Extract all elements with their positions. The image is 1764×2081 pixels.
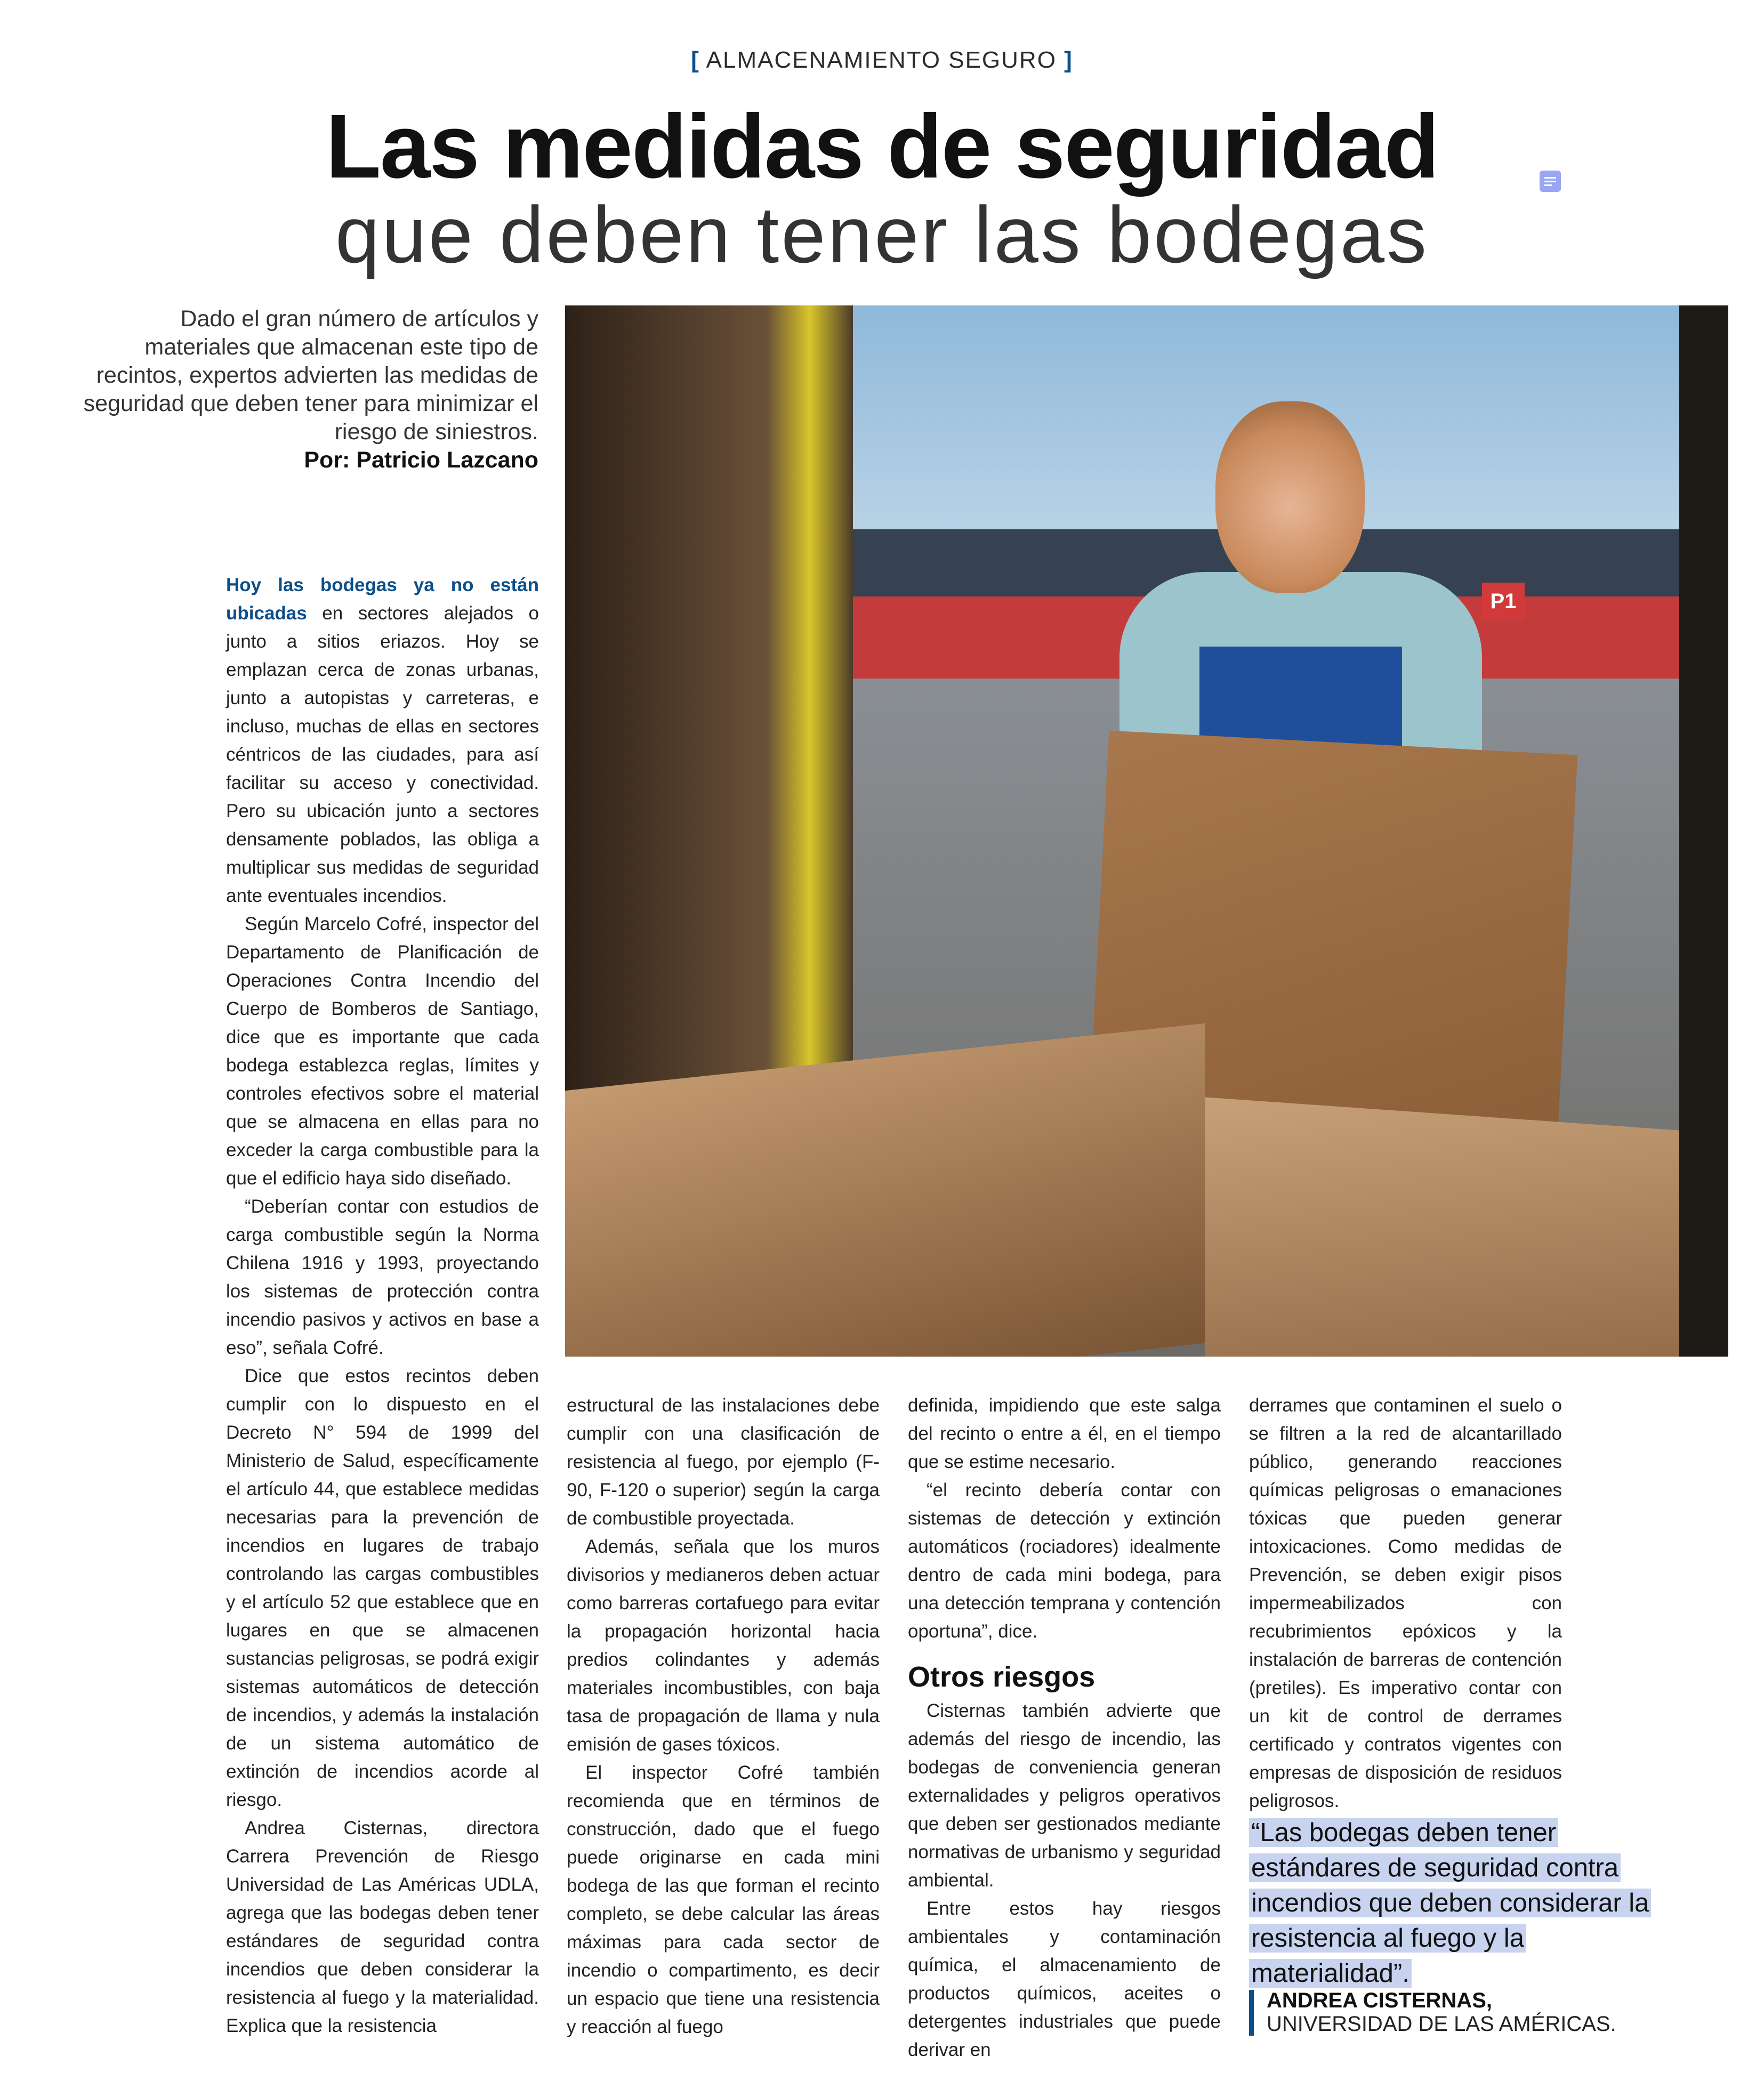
quote-attribution (1267, 1989, 1616, 2036)
lead-text: Dado el gran número de artículos y materiales que almacenan este tipo de recintos, expertos advierten las medidas de seguridad que deben tener para minimizar el riesgo de siniestros. (83, 306, 538, 445)
lead-in-rest: en sectores alejados o junto a sitios eriazos. Hoy se emplazan cerca de zonas urbanas, junto a autopistas y carreteras, e incluso, muchas de ellas en sectores céntricos de las ciudades, para así facilitar su acceso y conectividad. Pero su ubicación junto a sectores densamente poblados, las obliga a multiplicar sus medidas de seguridad ante eventuales incendios. (226, 603, 539, 906)
pull-quote-text: “Las bodegas deben tener estándares de seguridad contra incendios que deben considerar la resistencia al fuego y la materialidad”. (1249, 1818, 1651, 1988)
paragraph: El inspector Cofré también recomienda que en términos de construcción, dado que el fuego puede originarse en cada mini bodega de las que forman el recinto completo, se debe calcular las áreas máximas para cada sector de incendio o compartimento, es decir un espacio que tiene una resistencia y reacción al fuego (567, 1762, 880, 2037)
section-bracket-open: [ (691, 47, 700, 73)
byline: Por: Patricio Lazcano (304, 447, 538, 473)
body-column-1 (226, 571, 539, 2040)
paragraph: “el recinto debería contar con sistemas de detección y extinción automáticos (rociadores) idealmente dentro de cada mini bodega, para una detección temprana y contención oportuna”, dice. (908, 1480, 1221, 1642)
section-bracket-close: ] (1064, 47, 1073, 73)
paragraph (226, 571, 539, 910)
paragraph: Andrea Cisternas, directora Carrera Prevención de Riesgo Universidad de Las Américas UDLA, agrega que las bodegas deben tener estándares de seguridad contra incendios que deben considerar la resistencia al fuego y la materialidad. Explica que la resistencia (226, 1818, 539, 2036)
lead-in-bold: Hoy las bodegas ya no están ubicadas (226, 575, 539, 624)
body-column-4 (1249, 1391, 1562, 1815)
paragraph: derrames que contaminen el suelo o se filtren a la red de alcantarillado público, generando reacciones químicas peligrosas o emanaciones tóxicas que pueden generar intoxicaciones. Como medidas de Prevención, se deben exigir pisos impermeabilizados con recubrimientos epóxicos y la instalación de barreras de contención (pretiles). Es imperativo contar con un kit de control de derrames certificado y contratos vigentes con empresas de disposición de residuos peligrosos. (1249, 1395, 1562, 1811)
paragraph: definida, impidiendo que este salga del recinto o entre a él, en el tiempo que se estime necesario. (908, 1395, 1221, 1472)
quote-attribution-bar (1249, 1990, 1254, 2036)
note-icon[interactable] (1540, 171, 1561, 192)
headline-subtitle: que deben tener las bodegas (335, 190, 1429, 279)
subheading: Otros riesgos (908, 1661, 1096, 1693)
headline-title: Las medidas de seguridad (325, 96, 1439, 197)
paragraph: Cisternas también advierte que además del riesgo de incendio, las bodegas de conveniencia generan externalidades y peligros operativos que deben ser gestionados mediante normativas de urbanismo y seguridad ambiental. (908, 1700, 1221, 1891)
body-column-2 (567, 1391, 880, 2041)
lead-block (69, 305, 538, 474)
quote-affiliation: UNIVERSIDAD DE LAS AMÉRICAS. (1267, 2012, 1616, 2036)
paragraph: Según Marcelo Cofré, inspector del Departamento de Planificación de Operaciones Contra Incendio del Cuerpo de Bomberos de Santiago, dice que es importante que cada bodega establezca reglas, límites y controles efectivos sobre el material que se almacena en ellas para no exceder la carga combustible para la que el edificio haya sido diseñado. (226, 914, 539, 1189)
quote-name: ANDREA CISTERNAS, (1267, 1989, 1492, 2012)
parking-sign: P1 (1482, 583, 1525, 620)
paragraph: Entre estos hay riesgos ambientales y contaminación química, el almacenamiento de productos químicos, aceites o detergentes industriales que puede derivar en (908, 1898, 1221, 2060)
body-column-3 (908, 1391, 1221, 2064)
paragraph: Dice que estos recintos deben cumplir con lo dispuesto en el Decreto N° 594 de 1999 del Ministerio de Salud, específicamente el artículo 44, que establece medidas necesarias para la prevención de incendios en lugares de trabajo controlando las cargas combustibles y el artículo 52 que establece que en lugares en que se almacenen sustancias peligrosas, se podrá exigir sistemas automáticos de detección de incendios, y además la instalación de un sistema automático de extinción de incendios acorde al riesgo. (226, 1366, 539, 1810)
article-photo (565, 305, 1728, 1357)
paragraph: “Deberían contar con estudios de carga combustible según la Norma Chilena 1916 y 1993, proyectando los sistemas de protección contra incendio pasivos y activos en base a eso”, señala Cofré. (226, 1196, 539, 1358)
section-label: ALMACENAMIENTO SEGURO (706, 47, 1057, 73)
section-tag (0, 47, 1764, 74)
paragraph: Además, señala que los muros divisorios y medianeros deben actuar como barreras cortafuego para evitar la propagación horizontal hacia predios colindantes y además materiales incombustibles, con baja tasa de propagación de llama y nula emisión de gases tóxicos. (567, 1536, 880, 1755)
paragraph: estructural de las instalaciones debe cumplir con una clasificación de resistencia al fuego, por ejemplo (F-90, F-120 o superior) según la carga de combustible proyectada. (567, 1395, 880, 1529)
pull-quote (1249, 1815, 1691, 1991)
box-foreground-right (1205, 1097, 1728, 1357)
